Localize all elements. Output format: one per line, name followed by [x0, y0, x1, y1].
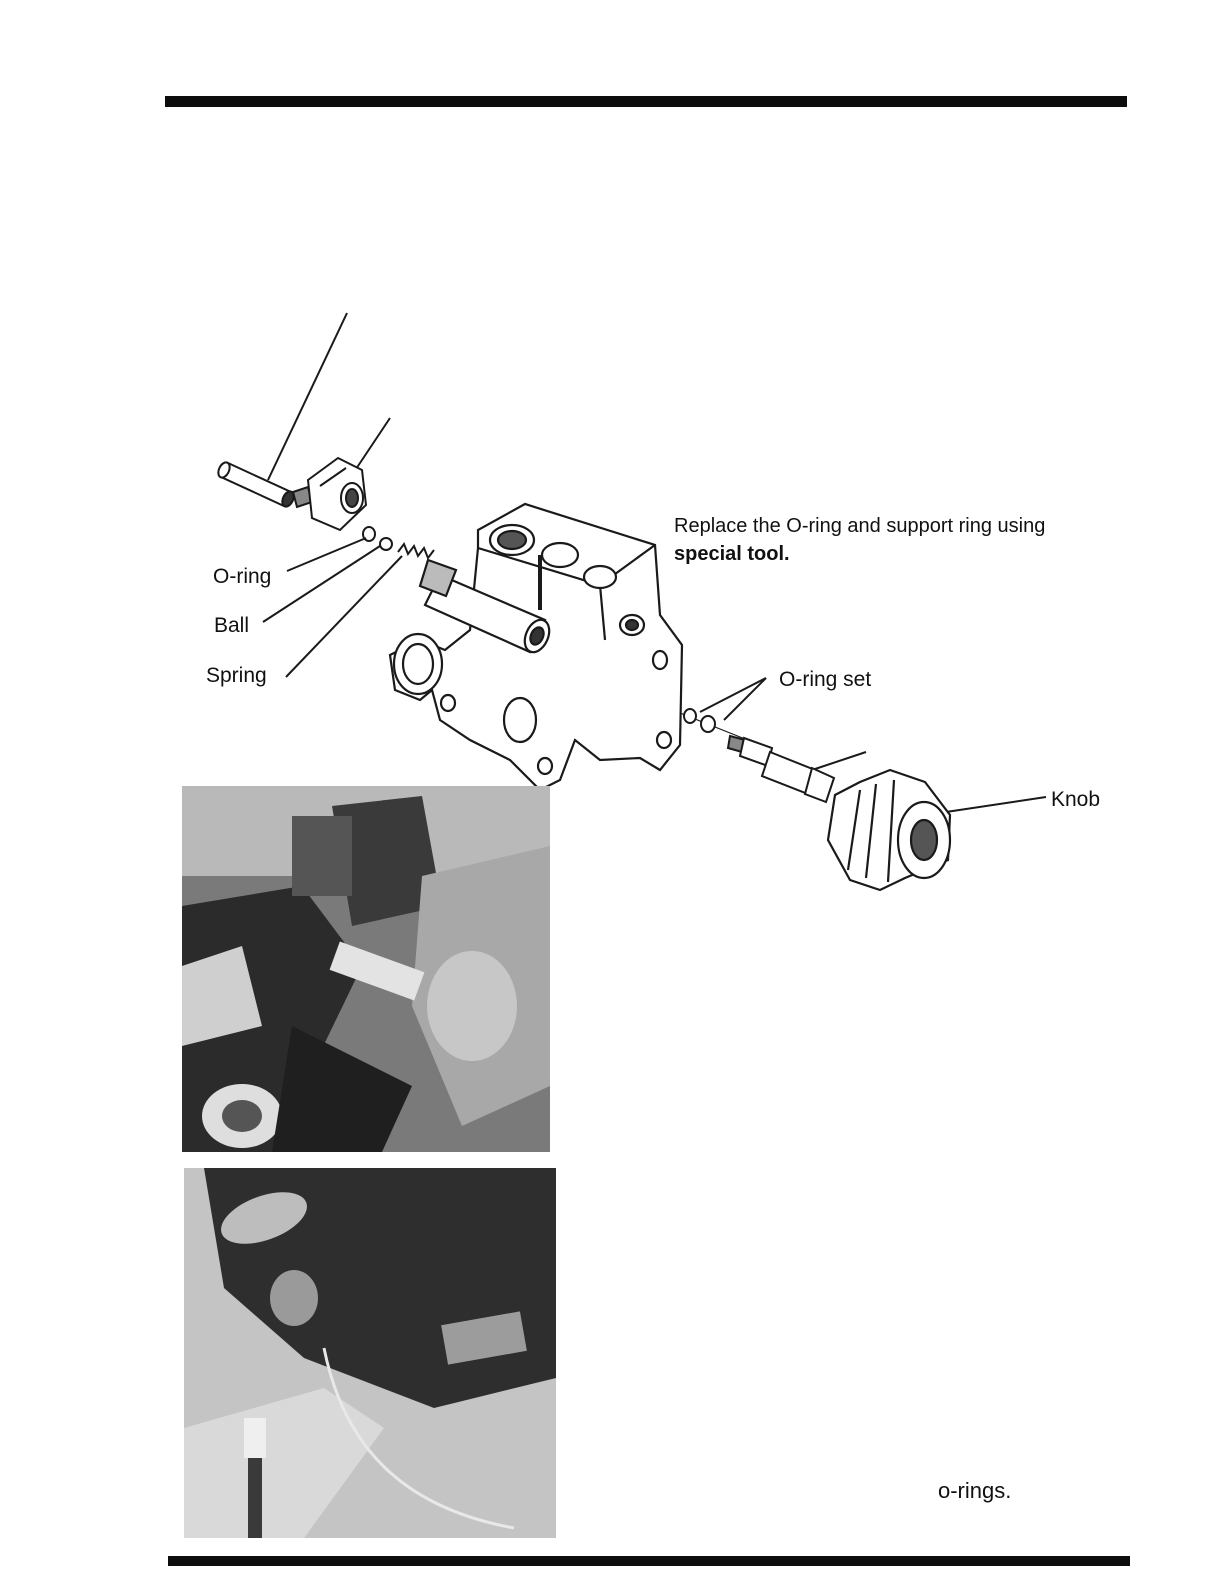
leader-line-adjuster: [812, 752, 866, 770]
knob-part: [828, 770, 950, 890]
leader-line-oring-set-a: [700, 678, 766, 712]
note-line-1: Replace the O-ring and support ring using: [674, 515, 1046, 537]
knob-label: Knob: [1051, 788, 1101, 811]
leader-line-tube: [268, 313, 347, 480]
leader-line-oring-set-b: [724, 678, 766, 720]
ball-label: Ball: [214, 614, 250, 637]
replace-oring-note: [674, 512, 1045, 568]
oring-label: O-ring: [213, 565, 272, 588]
tube-part: [216, 461, 296, 509]
bottom-rule: [168, 1556, 1130, 1566]
leader-line-oring: [287, 538, 366, 571]
leader-line-knob: [946, 797, 1046, 812]
hex-nut-part: [293, 458, 366, 530]
spring-label: Spring: [206, 664, 267, 687]
caption-fragment: o-rings.: [938, 1478, 1012, 1503]
ball-part: [380, 538, 392, 550]
valve-repair-photo-1: [182, 786, 550, 1152]
note-line-2: special tool.: [674, 543, 790, 565]
valve-repair-photo-2: [184, 1168, 556, 1538]
small-parts: [363, 527, 434, 558]
oring-part: [363, 527, 375, 541]
oring-set-label: O-ring set: [779, 668, 872, 691]
leader-line-spring: [286, 556, 402, 677]
valve-body-part: [390, 504, 682, 790]
adjuster-part: [684, 709, 834, 802]
spring-part: [398, 544, 434, 558]
